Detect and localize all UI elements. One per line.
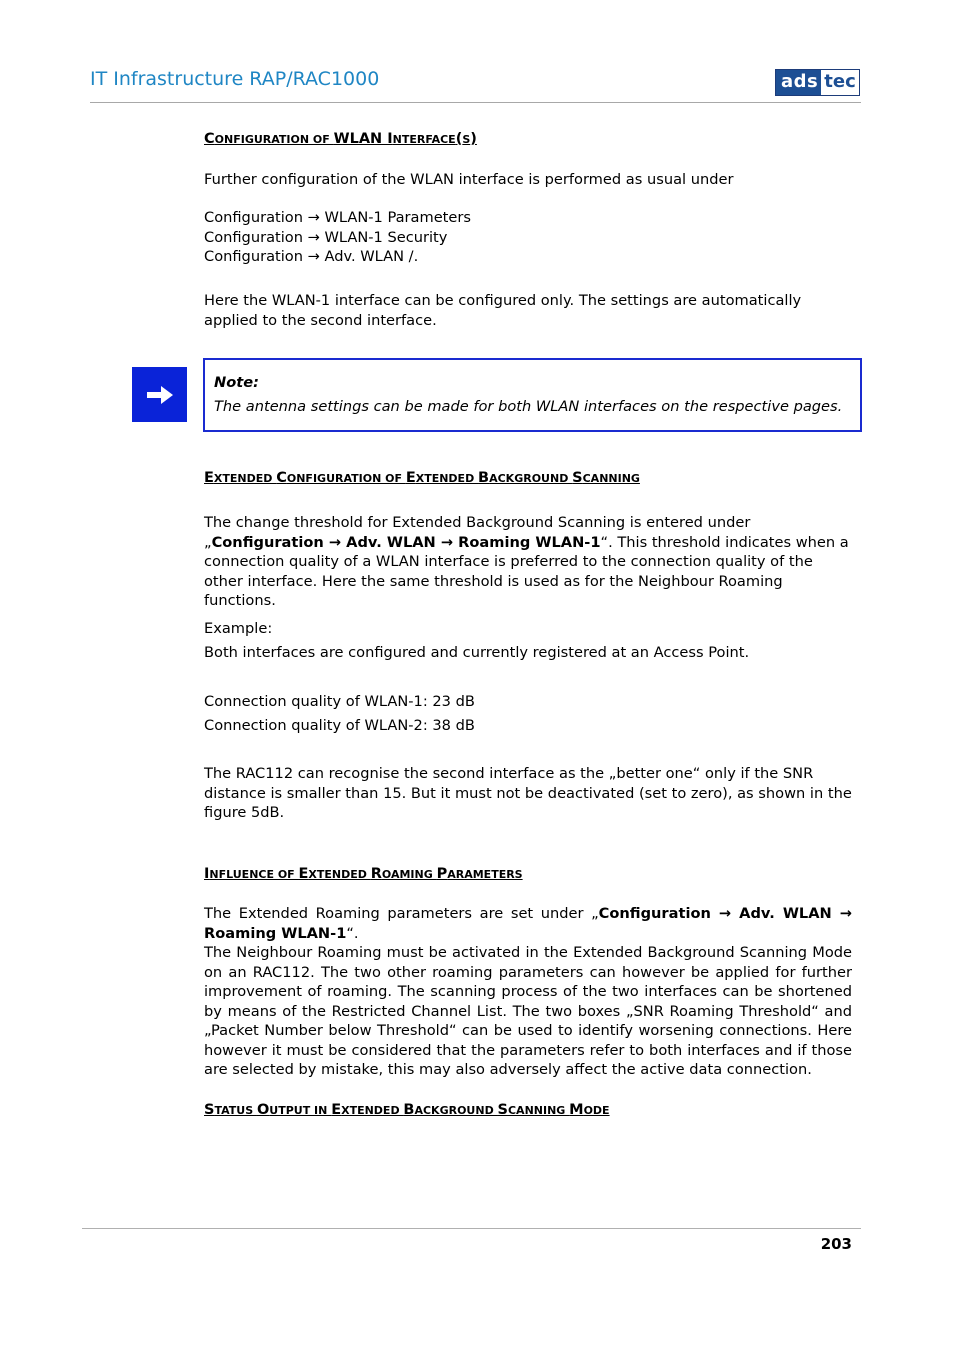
- example-text: Both interfaces are configured and currently registered at an Access Point.: [204, 644, 750, 661]
- footer-divider: [82, 1228, 861, 1229]
- document-header-title: IT Infrastructure RAP/RAC1000: [90, 68, 380, 90]
- page-number: 203: [820, 1235, 852, 1253]
- config-path-parameters: Configuration → WLAN-1 Parameters: [204, 209, 471, 226]
- config-path-security: Configuration → WLAN-1 Security: [204, 229, 448, 246]
- header-divider: [90, 102, 861, 103]
- logo-tec-part: tec: [821, 70, 858, 95]
- note-text: The antenna settings can be made for both WLAN interfaces on the respective pages.: [214, 398, 843, 415]
- section-heading-wlan-interfaces: CONFIGURATION OF WLAN INTERFACE(S): [204, 131, 477, 147]
- section2-conclusion: The RAC112 can recognise the second interface as the „better one“ only if the SNR distance is smaller than 15. But it must not be deactivated (set to zero), as shown in the figure 5dB.: [204, 765, 852, 821]
- section3-body: The Neighbour Roaming must be activated in the Extended Background Scanning Mode on an RAC112. The two other roaming parameters can however be applied for further improvement of roaming. The scanning process of the two interfaces can be shortened by means of the Restricted Channel List. The two boxes „SNR Roaming Threshold“ and „Packet Number below Threshold“ can be used to identify worsening connections. Here however it must be considered that the parameters refer to both interfaces and if those are selected by mistake, this may also adversely affect the active data connection.: [204, 944, 852, 1078]
- section3-location-paragraph: The Extended Roaming parameters are set under „Configuration → Adv. WLAN → Roaming WLAN-1“.: [204, 905, 853, 942]
- section1-intro: Further configuration of the WLAN interface is performed as usual under: [204, 171, 734, 188]
- connection-quality-wlan2: Connection quality of WLAN-2: 38 dB: [204, 717, 475, 734]
- connection-quality-wlan1: Connection quality of WLAN-1: 23 dB: [204, 693, 475, 710]
- section-heading-extended-background-scanning: EXTENDED CONFIGURATION OF EXTENDED BACKGROUND SCANNING: [204, 470, 640, 486]
- section-heading-status-output: STATUS OUTPUT IN EXTENDED BACKGROUND SCANNING MODE: [204, 1102, 610, 1118]
- config-path-adv-wlan: Configuration → Adv. WLAN /.: [204, 248, 419, 265]
- adstec-logo: [775, 69, 860, 96]
- section2-threshold-paragraph: The change threshold for Extended Background Scanning is entered under „Configuration → Adv. WLAN → Roaming WLAN-1“. This threshold indicates when a connection quality of a WLAN interface is preferred to the connection quality of the other interface. Here the same threshold is used as for the Neighbour Roaming functions.: [204, 514, 849, 609]
- note-box: [203, 358, 862, 432]
- arrow-right-icon: [132, 367, 187, 422]
- section-heading-extended-roaming: INFLUENCE OF EXTENDED ROAMING PARAMETERS: [204, 866, 523, 882]
- note-label: Note:: [214, 374, 259, 391]
- section1-body: Here the WLAN-1 interface can be configured only. The settings are automatically applied to the second interface.: [204, 292, 802, 329]
- example-label: Example:: [204, 620, 273, 637]
- logo-ads-part: ads: [776, 70, 821, 95]
